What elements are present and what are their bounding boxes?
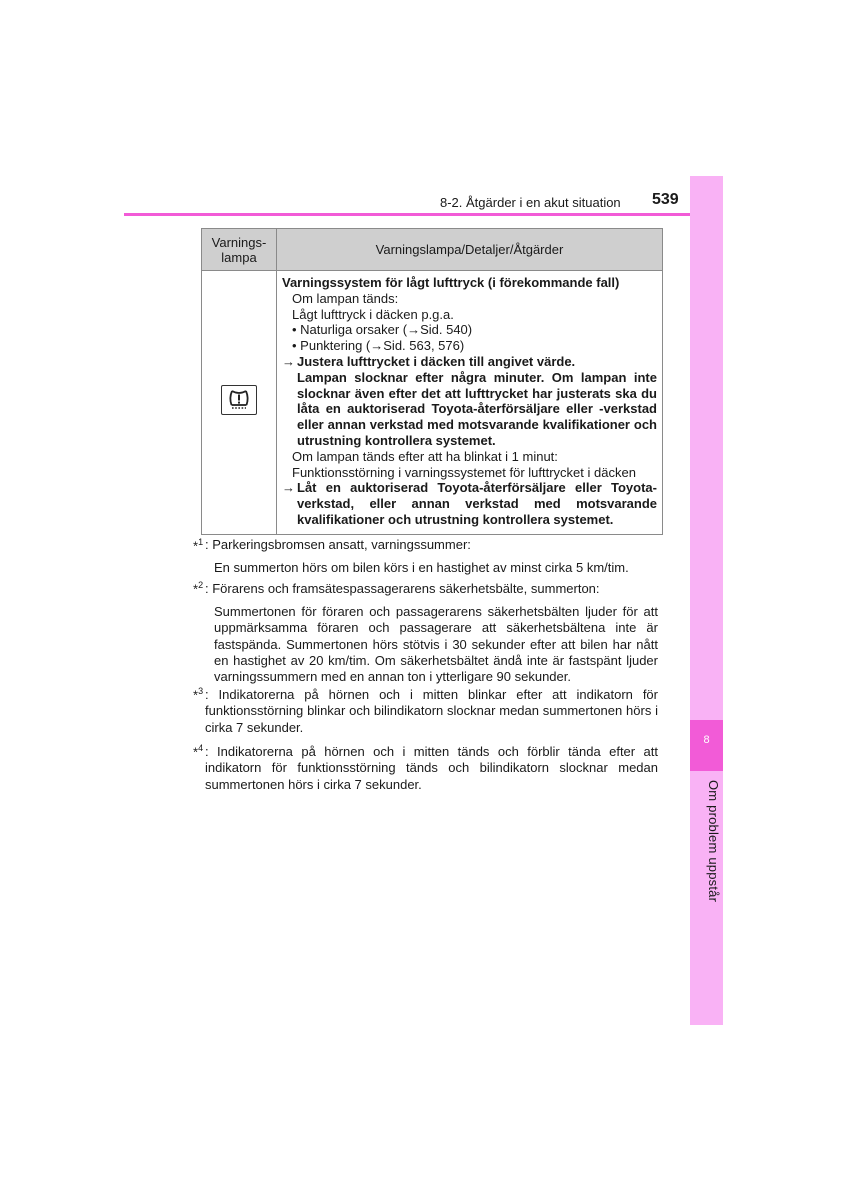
footnote-title: : Förarens och framsätespassagerarens säkerhetsbälte, summerton: (205, 581, 600, 596)
header-rule (124, 213, 690, 216)
footnote-title: : Parkeringsbromsen ansatt, varningssummer: (205, 537, 471, 552)
action-item: → Justera lufttrycket i däcken till angivet värde. (282, 353, 576, 369)
section-title: 8-2. Åtgärder i en akut situation (440, 195, 621, 210)
warning-light-icon-cell (202, 271, 277, 535)
warning-light-details (277, 271, 663, 535)
action-item: → Låt en auktoriserad Toyota-återförsäljare eller Toyota-verkstad, eller annan verkstad med motsvarande kvalifikationer och utrustning kontrollera systemet. (282, 480, 657, 527)
chapter-number-tab[interactable]: 8 (690, 720, 723, 771)
warning-light-table (201, 228, 663, 535)
tire-pressure-warning-icon (221, 385, 257, 415)
footnote-body: Summertonen för föraren och passagerarens säkerhetsbälten ljuder för att uppmärksamma föraren och passagerare att säkerhetsbältena inte är fastspända. Summertonen hörs stötvis i 30 sekunder efter att bilen har nått en hastighet av 20 km/tim. Om säkerhetsbältet ändå inte är fastspänt ljuder varningssummern med en annan ton i ytterligare 90 sekunder. (214, 604, 658, 685)
table-row (202, 271, 663, 535)
cause-item: • Punktering (→Sid. 563, 576) (292, 338, 465, 354)
condition-light-blink: Om lampan tänds efter att ha blinkat i 1 minut: (292, 448, 558, 464)
table-header-row (202, 229, 663, 271)
footnote-marker: *$^2$ (193, 580, 204, 597)
footnote-body: : Indikatorerna på hörnen och i mitten tänds och förblir tända efter att indikatorn för funktionsstörning tänds och bilindikatorn slocknar medan summertonen hörs i cirka 7 sekunder. (205, 744, 658, 792)
page-number: 539 (652, 191, 679, 208)
arrow-icon: → (282, 353, 295, 369)
cause-item: • Naturliga orsaker (→Sid. 540) (292, 322, 473, 338)
system-title: Varningssystem för lågt lufttryck (i förekommande fall) (282, 275, 620, 290)
arrow-icon: → (282, 480, 295, 496)
condition-light-on: Om lampan tänds: (292, 290, 399, 306)
footnote-marker: *$^1$ (193, 537, 204, 554)
footnote-body: : Indikatorerna på hörnen och i mitten blinkar efter att indikatorn för funktionsstörning blinkar och bilindikatorn slocknar medan summertonen hörs i cirka 7 sekunder. (205, 687, 658, 735)
footnote-marker: *$^3$ (193, 686, 204, 703)
footnote-body: En summerton hörs om bilen körs i en hastighet av minst cirka 5 km/tim. (214, 560, 629, 575)
column-header-warning-light: Varnings-lampa (202, 229, 277, 271)
cause-intro: Lågt lufttryck i däcken p.g.a. (292, 306, 454, 322)
action-note: Lampan slocknar efter några minuter. Om lampan inte slocknar även efter det att lufttrycket har justerats ska du låta en auktoriserad Toyota-återförsäljare eller -verkstad eller annan verkstad med motsvarande kvalifikationer och utrustning kontrollera systemet. (297, 369, 657, 448)
chapter-title-tab: Om problem uppstår (706, 780, 721, 903)
malfunction-text: Funktionsstörning i varningssystemet för lufttrycket i däcken (292, 464, 636, 480)
footnote-marker: *$^4$ (193, 743, 204, 760)
column-header-details: Varningslampa/Detaljer/Åtgärder (277, 229, 663, 271)
